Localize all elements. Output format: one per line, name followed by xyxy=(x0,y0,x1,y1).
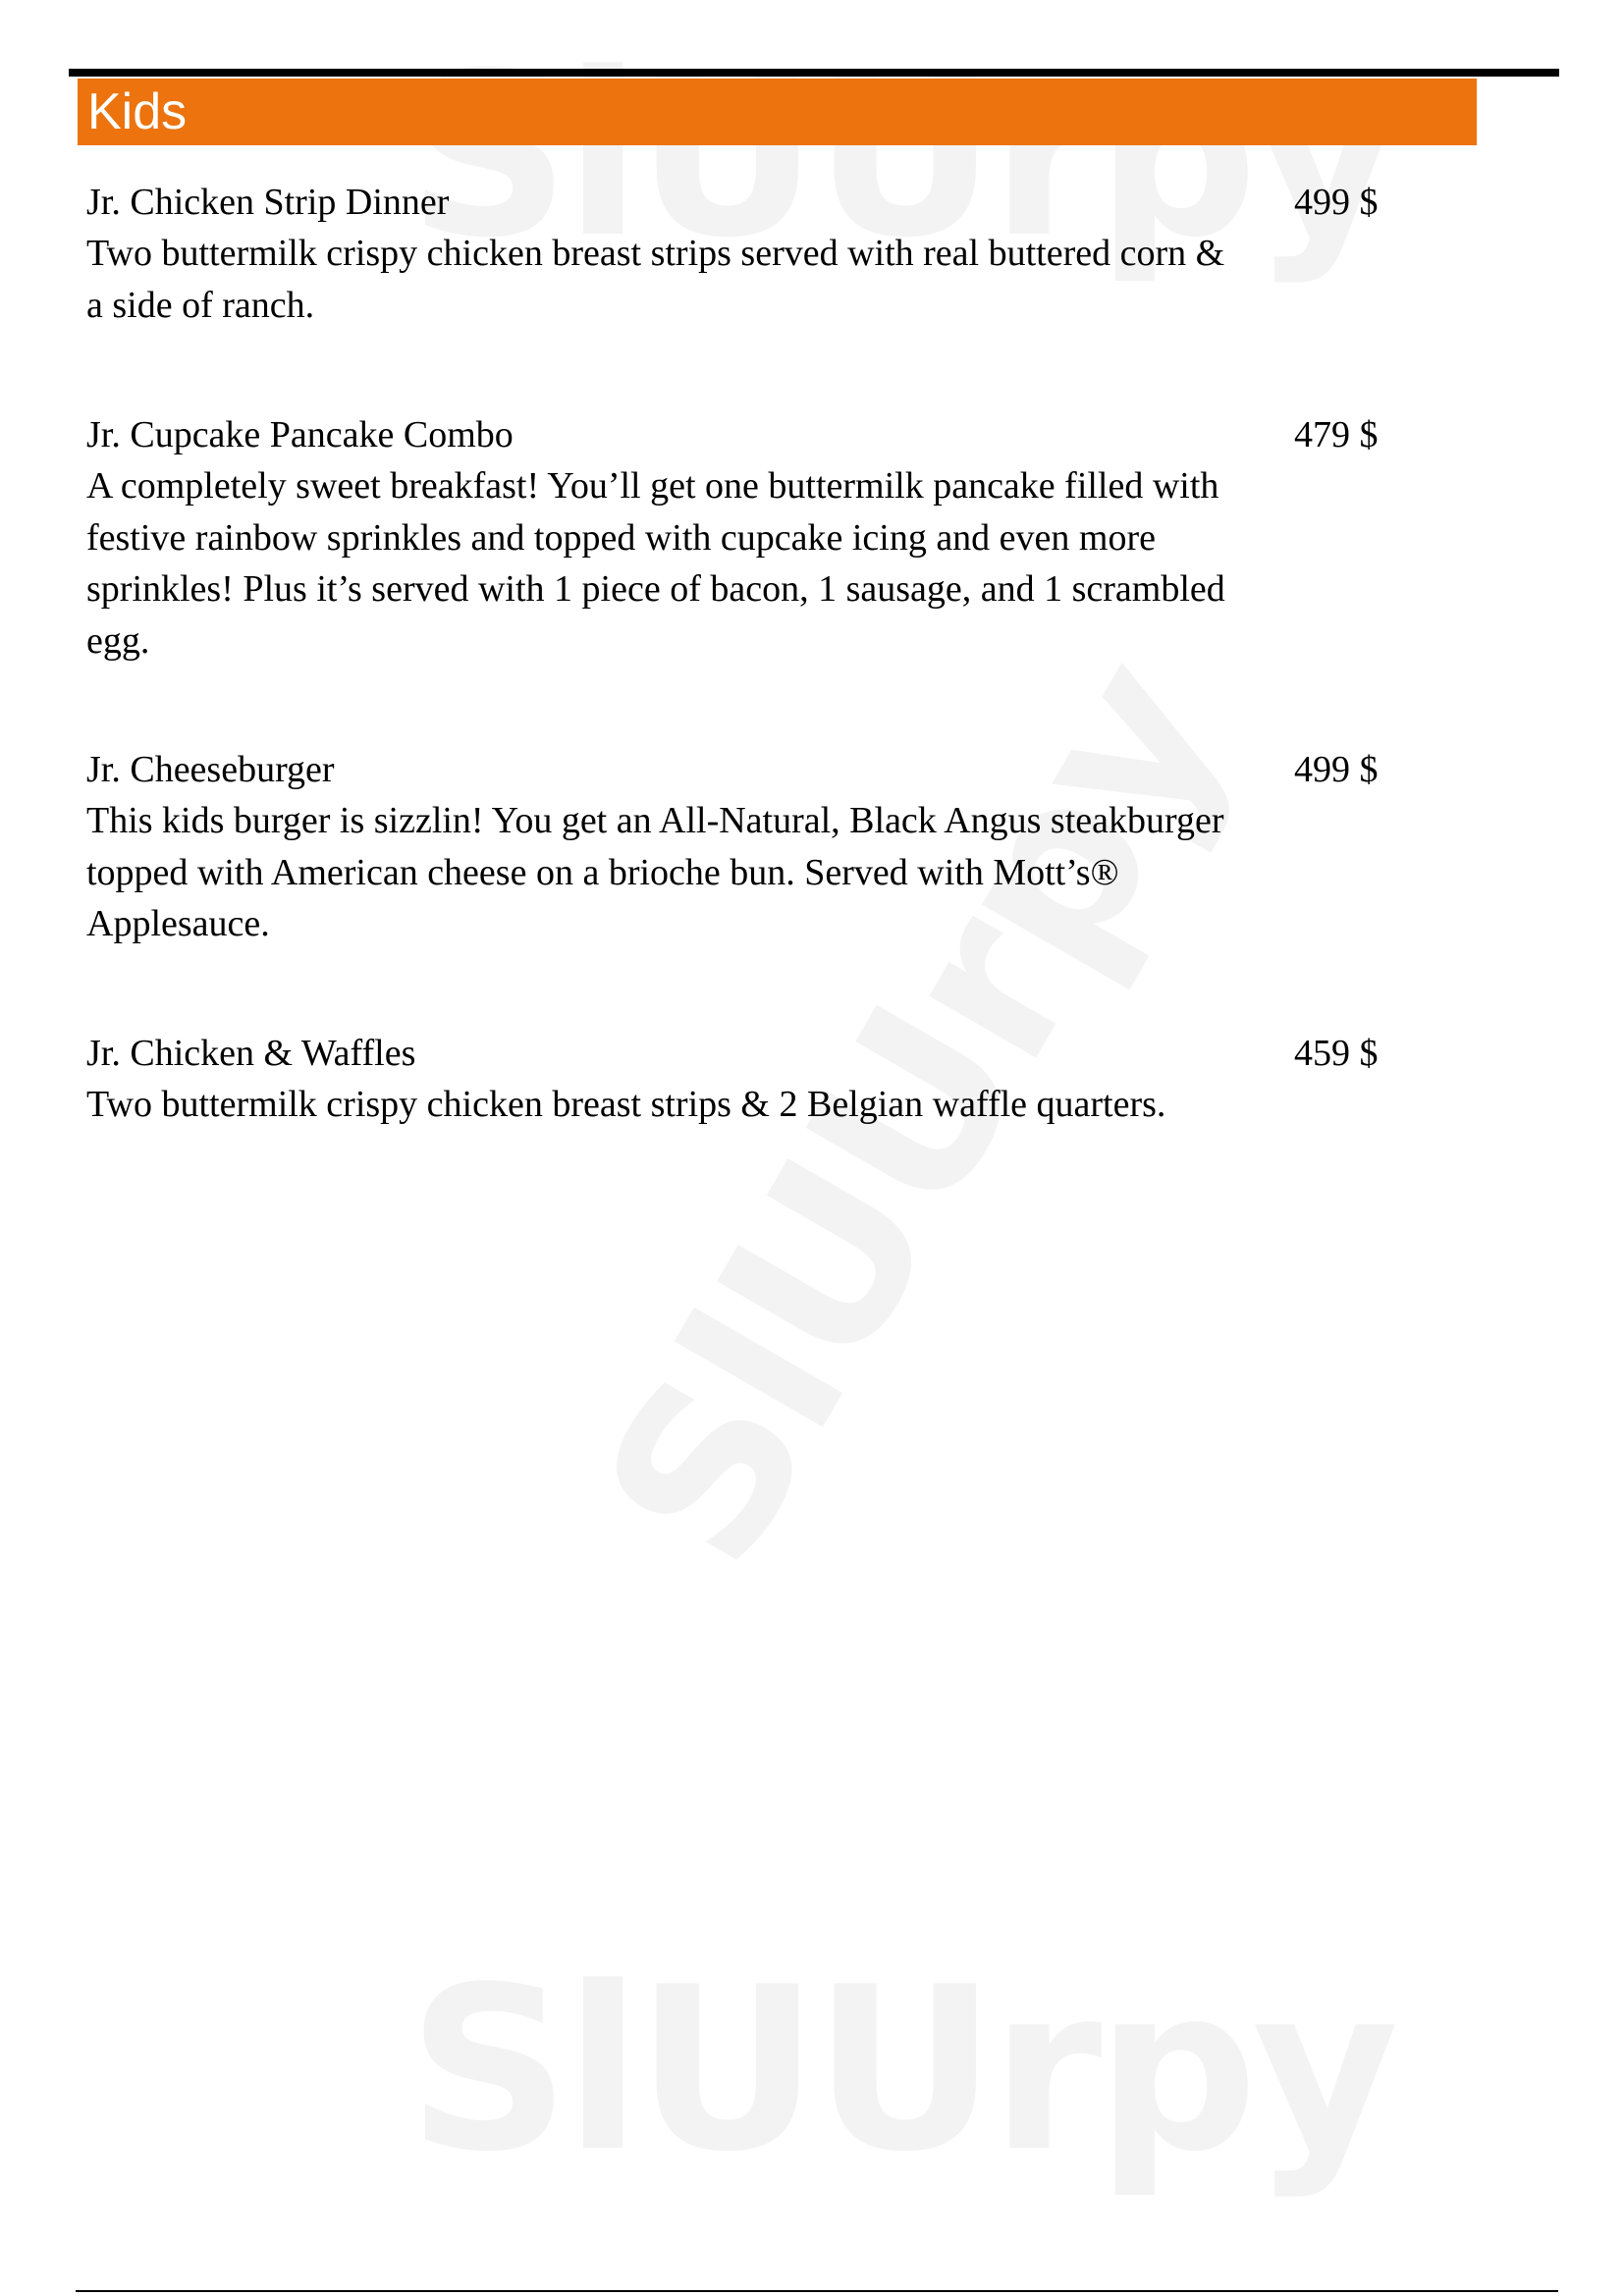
item-price: 499 $ xyxy=(1294,749,1379,790)
top-rule xyxy=(69,69,1559,77)
item-price: 459 $ xyxy=(1294,1033,1379,1074)
item-description: This kids burger is sizzlin! You get an All-Natural, Black Angus steakburger topped with American cheese on a brioche bun. Served with Mott’s® Applesauce. xyxy=(86,800,1224,944)
menu-item xyxy=(86,409,1402,667)
menu-item xyxy=(86,177,1402,331)
section-header xyxy=(78,79,1477,145)
item-description: Two buttermilk crispy chicken breast strips served with real buttered corn & a side of ranch. xyxy=(86,233,1225,326)
item-price: 499 $ xyxy=(1294,182,1379,223)
item-description: Two buttermilk crispy chicken breast strips & 2 Belgian waffle quarters. xyxy=(86,1084,1166,1125)
item-name: Jr. Chicken Strip Dinner xyxy=(86,182,450,223)
item-description: A completely sweet breakfast! You’ll get one buttermilk pancake filled with festive rainbow sprinkles and topped with cupcake icing and even more sprinkles! Plus it’s served with 1 piece of bacon, 1 sausage, and 1 scrambled egg. xyxy=(86,465,1225,662)
section-title: Kids xyxy=(87,83,188,140)
item-name: Jr. Cupcake Pancake Combo xyxy=(86,414,514,455)
watermark-logo xyxy=(407,1958,1393,2184)
menu-item xyxy=(86,1028,1402,1131)
item-name: Jr. Cheeseburger xyxy=(86,749,335,790)
item-name: Jr. Chicken & Waffles xyxy=(86,1033,416,1074)
item-price: 479 $ xyxy=(1294,414,1379,455)
menu-item xyxy=(86,744,1402,950)
bottom-rule xyxy=(76,2290,1558,2292)
